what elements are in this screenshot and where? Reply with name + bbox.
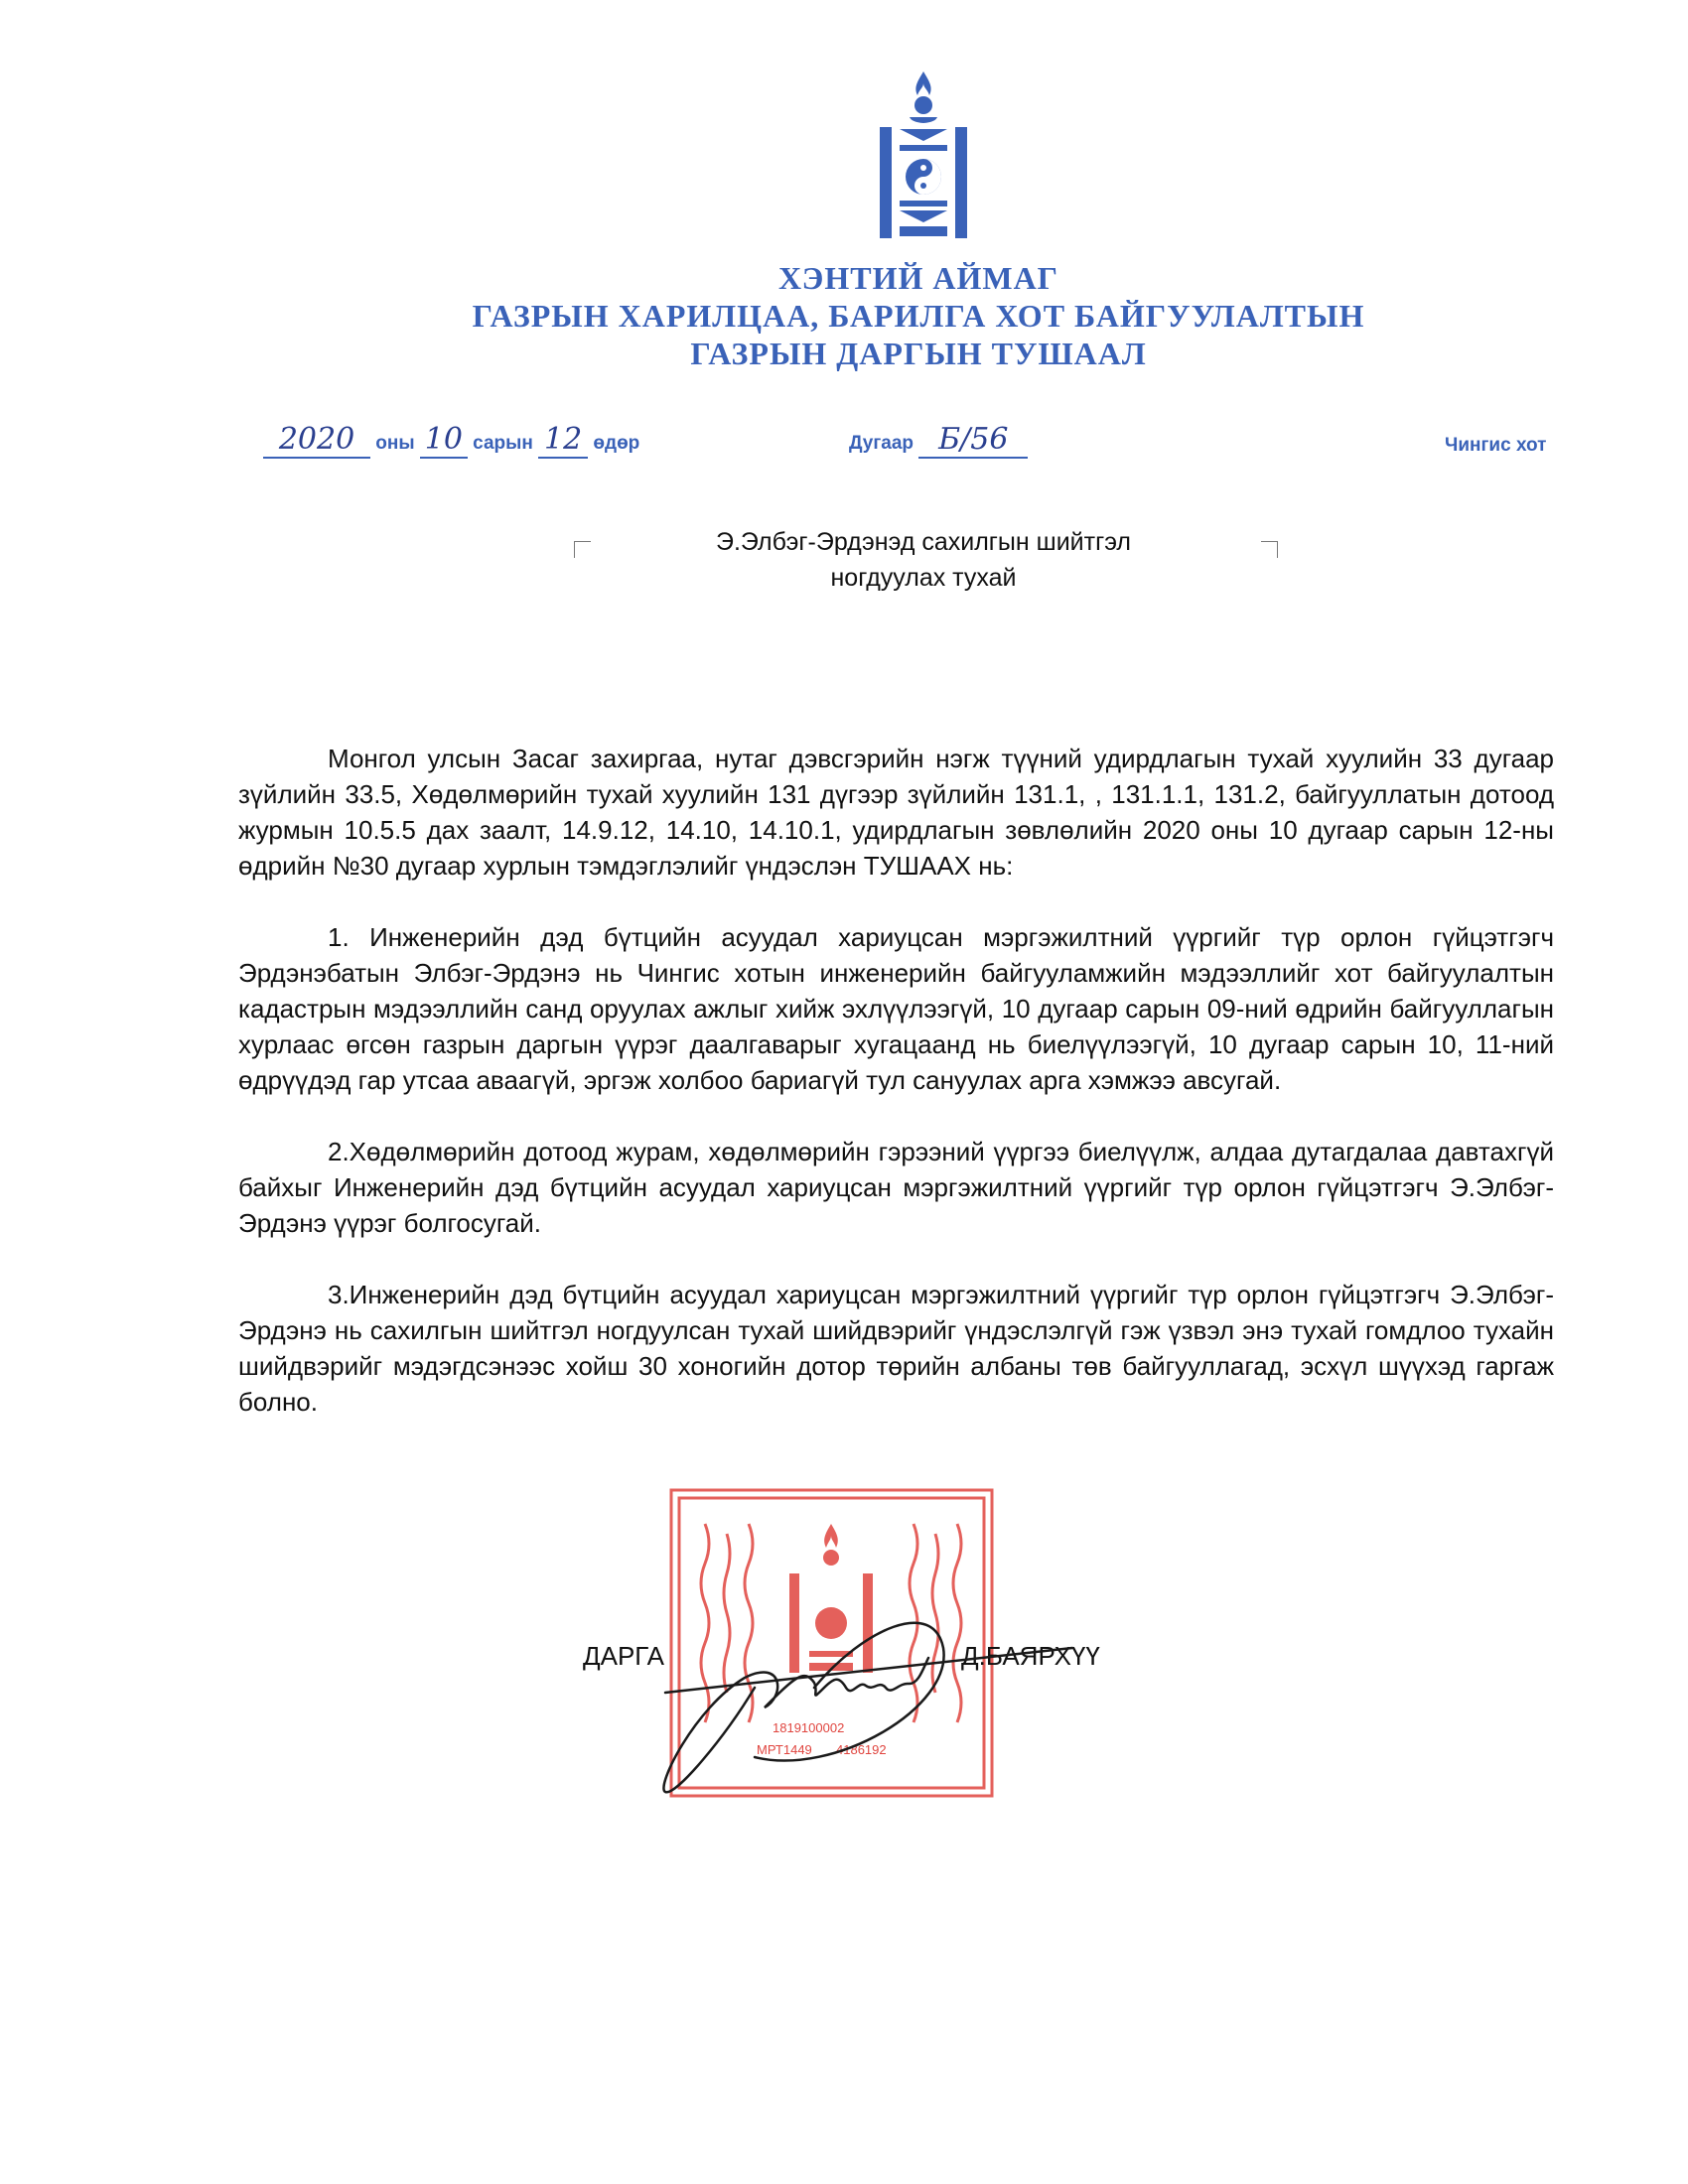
organization-name: ГАЗРЫН ХАРИЛЦАА, БАРИЛГА ХОТ БАЙГУУЛАЛТЫН — [472, 298, 1365, 334]
document-subject — [576, 524, 1271, 596]
paragraph-2: 2.Хөдөлмөрийн дотоод журам, хөдөлмөрийн гэрээний үүргээ биелүүлж, алдаа дутагдалаа давтахгүй байхыг Инженерийн дэд бүтцийн асуудал хариуцсан мэргэжилтний үүргийг түр орлон гүйцэтгэгч Э.Элбэг-Эрдэнэ үүрэг болгосугай. — [238, 1137, 1554, 1238]
subject-line-1: Э.Элбэг-Эрдэнэд сахилгын шийтгэл — [716, 528, 1131, 556]
soyombo-emblem-icon — [874, 69, 973, 248]
document-type: ГАЗРЫН ДАРГЫН ТУШААЛ — [690, 336, 1147, 371]
date-year-label: оны — [375, 433, 415, 454]
paragraph-intro: Монгол улсын Засаг захиргаа, нутаг дэвсгэрийн нэгж түүний удирдлагын тухай хуулийн 33 дугаар зүйлийн 33.5, Хөдөлмөрийн тухай хуулийн 131 дүгээр зүйлийн 131.1, , 131.1.1, 131.2, байгууллатын дотоод журмын 10.5.5 дах заалт, 14.9.12, 14.10, 14.10.1, удирдлагын зөвлөлийн 2020 оны 10 дугаар сарын 12-ны өдрийн №30 дугаар хурлын тэмдэглэлийг үндэслэн ТУШААХ нь: — [238, 744, 1554, 881]
signatory-name: Д.БАЯРХҮҮ — [961, 1641, 1100, 1671]
document-body — [238, 741, 1554, 1455]
signatory-title: ДАРГА — [583, 1641, 664, 1671]
number-value: Б/56 — [918, 422, 1028, 459]
organization-region: ХЭНТИЙ АЙМАГ — [777, 260, 1059, 296]
date-year: 2020 — [263, 422, 370, 459]
stamp-code-2: МРТ1449 — [757, 1742, 812, 1757]
date-month: 10 — [420, 422, 468, 459]
handwritten-signature — [635, 1588, 1092, 1817]
date-day: 12 — [538, 422, 588, 459]
paragraph-1: 1. Инженерийн дэд бүтцийн асуудал хариуцсан мэргэжилтний үүргийг түр орлон гүйцэтгэгч Эрдэнэбатын Элбэг-Эрдэнэ нь Чингис хотын инженерийн байгууламжийн мэдээллийг хот байгуулалтын кадастрын мэдээллийн санд оруулах ажлыг хийж эхлүүлээгүй, 10 дугаар сарын 09-ний өдрийн байгууллагын хурлаас өгсөн газрын даргын үүрэг даалгаварыг хугацаанд нь биелүүлээгүй, 10 дугаар сарын 10, 11-ний өдрүүдэд гар утсаа аваагүй, эргэж холбоо бариагүй тул сануулах арга хэмжээ авсугай. — [238, 922, 1554, 1095]
date-line — [263, 422, 639, 459]
document-number — [849, 422, 1028, 459]
place-name: Чингис хот — [1445, 435, 1547, 456]
date-month-label: сарын — [473, 433, 533, 454]
paragraph-3: 3.Инженерийн дэд бүтцийн асуудал хариуцсан мэргэжилтний үүргийг түр орлон гүйцэтгэгч Э.Элбэг-Эрдэнэ нь сахилгын шийтгэл ногдуулсан тухай шийдвэрийг үндэслэлгүй гэж үзвэл энэ тухай гомдлоо тухайн шийдвэрийг мэдэгдсэнээс хойш 30 хоногийн дотор төрийн албаны төв байгууллагад, эсхүл шүүхэд гаргаж болно. — [238, 1280, 1554, 1417]
date-day-label: өдөр — [593, 433, 640, 454]
stamp-code-1: 1819100002 — [773, 1720, 845, 1735]
number-label: Дугаар — [849, 433, 914, 454]
stamp-code-3: 4186192 — [836, 1742, 887, 1757]
subject-line-2: ногдуулах тухай — [830, 564, 1017, 592]
